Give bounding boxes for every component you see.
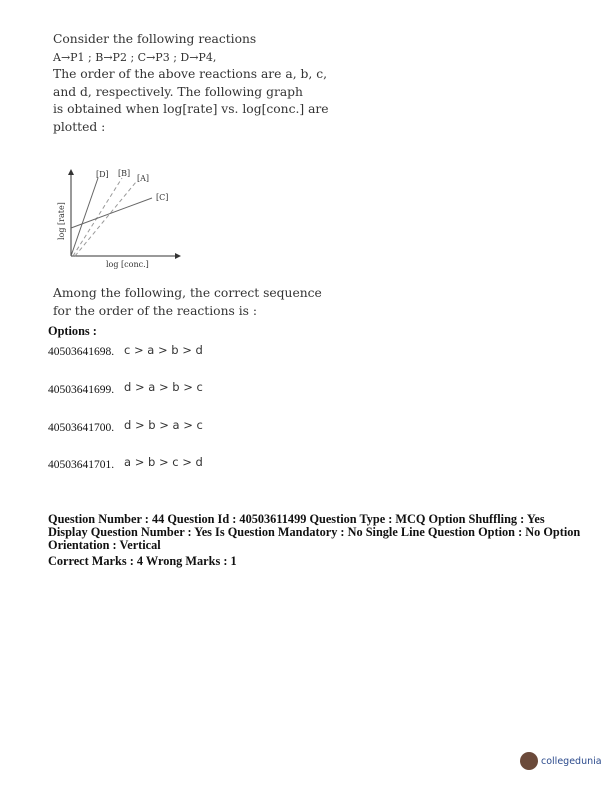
line-c: [71, 198, 152, 228]
option-text[interactable]: d > a > b > c: [124, 380, 203, 394]
question-prompt: [53, 285, 322, 320]
question-line: A→P1 ; B→P2 ; C→P3 ; D→P4,: [53, 50, 217, 64]
option-text[interactable]: c > a > b > d: [124, 343, 203, 357]
question-meta-3: Orientation : Vertical: [48, 538, 161, 552]
question-line: and d, respectively. The following graph: [53, 84, 303, 99]
mascot-icon: [520, 752, 538, 770]
label-d: [D]: [96, 170, 109, 179]
question-line: The order of the above reactions are a, b, c,: [53, 67, 327, 81]
label-c: [C]: [156, 193, 169, 202]
option-text[interactable]: a > b > c > d: [124, 455, 203, 469]
y-axis-label: log [rate]: [57, 202, 66, 240]
question-line: plotted :: [53, 119, 106, 134]
option-id: 40503641701.: [48, 459, 115, 471]
label-b: [B]: [118, 169, 131, 178]
question-line: Consider the following reactions: [53, 32, 257, 46]
label-a: [A]: [137, 174, 150, 183]
order-graph: [0, 0, 612, 300]
prompt-line: for the order of the reactions is :: [53, 303, 258, 318]
prompt-line: Among the following, the correct sequence: [53, 286, 322, 300]
option-text[interactable]: d > b > a > c: [124, 418, 203, 432]
options-label: Options :: [48, 324, 97, 338]
question-meta-2: Display Question Number : Yes Is Question Mandatory : No Single Line Question Option : No Option: [48, 525, 581, 539]
x-axis-label: log [conc.]: [106, 260, 149, 269]
logo-text: collegedunia: [541, 755, 602, 767]
line-b: [73, 178, 122, 256]
collegedunia-logo: [520, 752, 602, 770]
option-id: 40503641700.: [48, 422, 115, 434]
option-id: 40503641698.: [48, 346, 115, 358]
question-meta-1: Question Number : 44 Question Id : 40503611499 Question Type : MCQ Option Shuffling : Yes: [48, 512, 545, 526]
option-id: 40503641699.: [48, 384, 115, 396]
marks-info: Correct Marks : 4 Wrong Marks : 1: [48, 554, 237, 568]
question-line: is obtained when log[rate] vs. log[conc.] are: [53, 102, 329, 116]
